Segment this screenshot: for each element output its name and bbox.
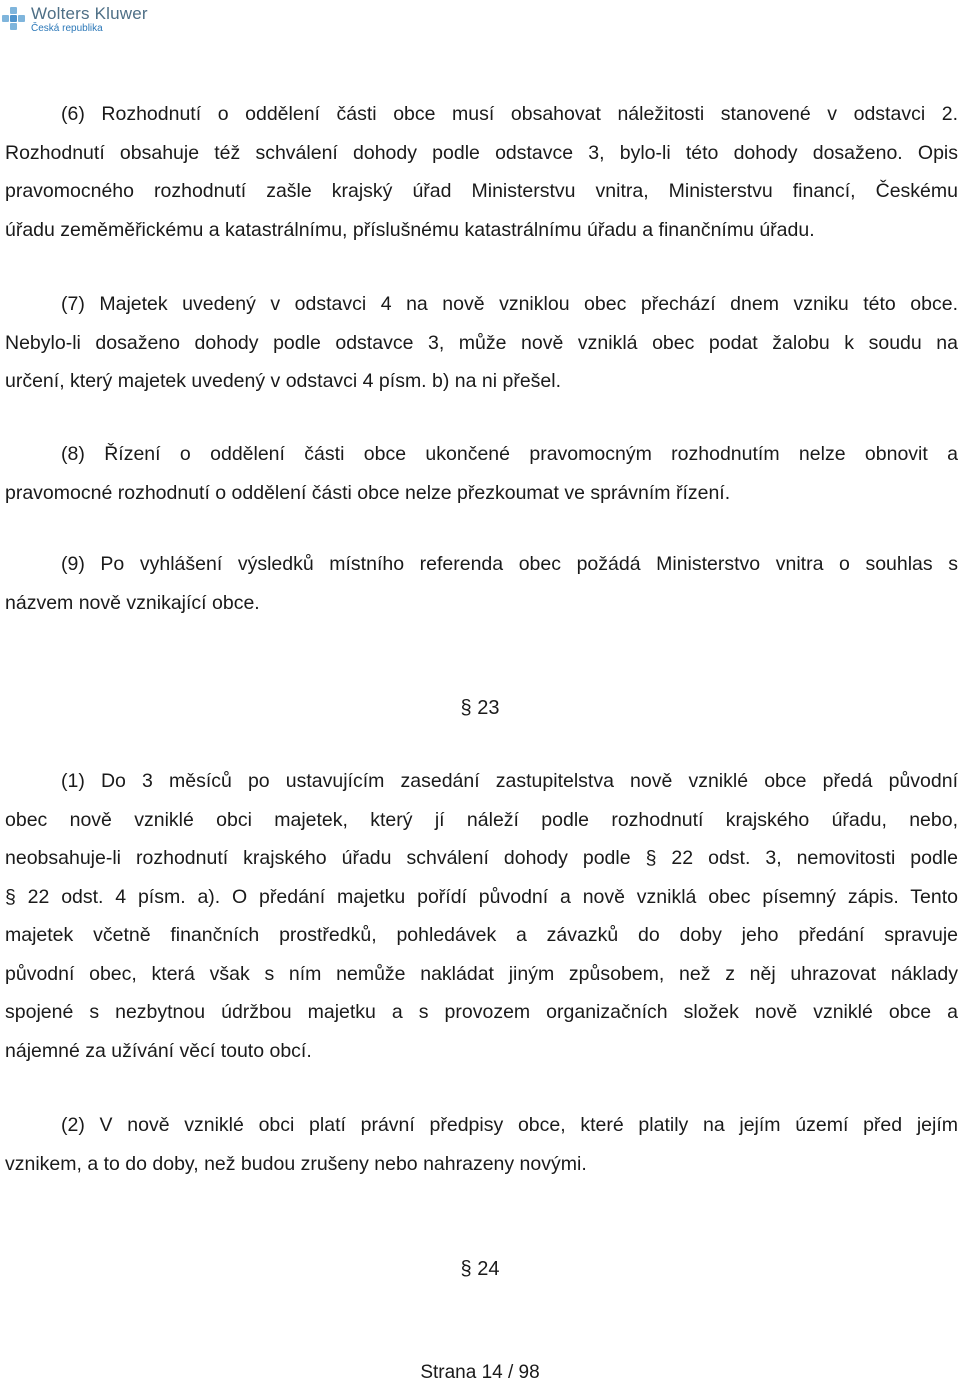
text-line: (7) Majetek uvedený v odstavci 4 na nově vzniklou obec přechází dnem vzniku této obce. <box>61 293 958 315</box>
text-line: úřadu zeměměřickému a katastrálnímu, příslušnému katastrálnímu úřadu a finančnímu úřadu. <box>5 218 815 241</box>
text-line: původní obec, která však s ním nemůže nakládat jiným způsobem, než z něj uhrazovat náklady <box>5 962 958 985</box>
section-heading-24: § 24 <box>460 1258 500 1280</box>
text-line: (6) Rozhodnutí o oddělení části obce musí obsahovat náležitosti stanovené v odstavci 2. <box>61 103 958 125</box>
text-line: § 22 odst. 4 písm. a). O předání majetku pořídí původní a nově vzniklá obec písemný zápis. Tento <box>5 885 958 908</box>
text-line: spojené s nezbytnou údržbou majetku a s provozem organizačních složek nově vzniklé obce a <box>5 1001 958 1023</box>
text-line: Rozhodnutí obsahuje též schválení dohody podle odstavce 3, bylo-li této dohody dosaženo. Opis <box>5 141 958 164</box>
text-line: pravomocného rozhodnutí zašle krajský úřad Ministerstvu vnitra, Ministerstvu financí, Českému <box>5 180 958 202</box>
text-line: majetek včetně finančních prostředků, pohledávek a závazků do doby jeho předání spravuje <box>5 924 958 946</box>
paragraph-8 <box>5 435 958 512</box>
text-line: (2) V nově vzniklé obci platí právní předpisy obce, které platily na jejím území před jejím <box>61 1114 958 1136</box>
text-line: pravomocné rozhodnutí o oddělení části obce nelze přezkoumat ve správním řízení. <box>5 481 731 504</box>
text-line: (9) Po vyhlášení výsledků místního referenda obec požádá Ministerstvo vnitra o souhlas s <box>61 553 958 575</box>
text-line: Nebylo-li dosaženo dohody podle odstavce 3, může nově vzniklá obec podat žalobu k soudu na <box>5 331 958 354</box>
brand-name: Wolters Kluwer <box>31 3 148 23</box>
paragraph-7 <box>5 285 958 401</box>
section-23-paragraph-1 <box>5 762 958 1070</box>
text-line: neobsahuje-li rozhodnutí krajského úřadu schválení dohody podle § 22 odst. 3, nemovitosti podle <box>5 847 958 869</box>
section-heading-23: § 23 <box>460 697 500 719</box>
text-line: názvem nově vznikající obce. <box>5 591 260 614</box>
publisher-logo <box>2 2 148 36</box>
text-line: vznikem, a to do doby, než budou zrušeny nebo nahrazeny novými. <box>5 1152 587 1175</box>
text-line: (1) Do 3 měsíců po ustavujícím zasedání zastupitelstva nově vzniklé obce předá původní <box>61 770 958 792</box>
text-line: obec nově vzniklé obci majetek, který jí náleží podle rozhodnutí krajského úřadu, nebo, <box>5 808 958 831</box>
brand-subtitle: Česká republika <box>31 22 103 34</box>
text-line: nájemné za užívání věcí touto obcí. <box>5 1039 312 1062</box>
section-23-paragraph-2 <box>5 1106 958 1183</box>
wolters-kluwer-logo-icon <box>2 7 26 31</box>
page-number: Strana 14 / 98 <box>420 1362 540 1383</box>
paragraph-9 <box>5 545 958 622</box>
text-line: určení, který majetek uvedený v odstavci 4 písm. b) na ni přešel. <box>5 370 562 392</box>
paragraph-6 <box>5 95 958 249</box>
text-line: (8) Řízení o oddělení části obce ukončené pravomocným rozhodnutím nelze obnovit a <box>61 443 958 465</box>
